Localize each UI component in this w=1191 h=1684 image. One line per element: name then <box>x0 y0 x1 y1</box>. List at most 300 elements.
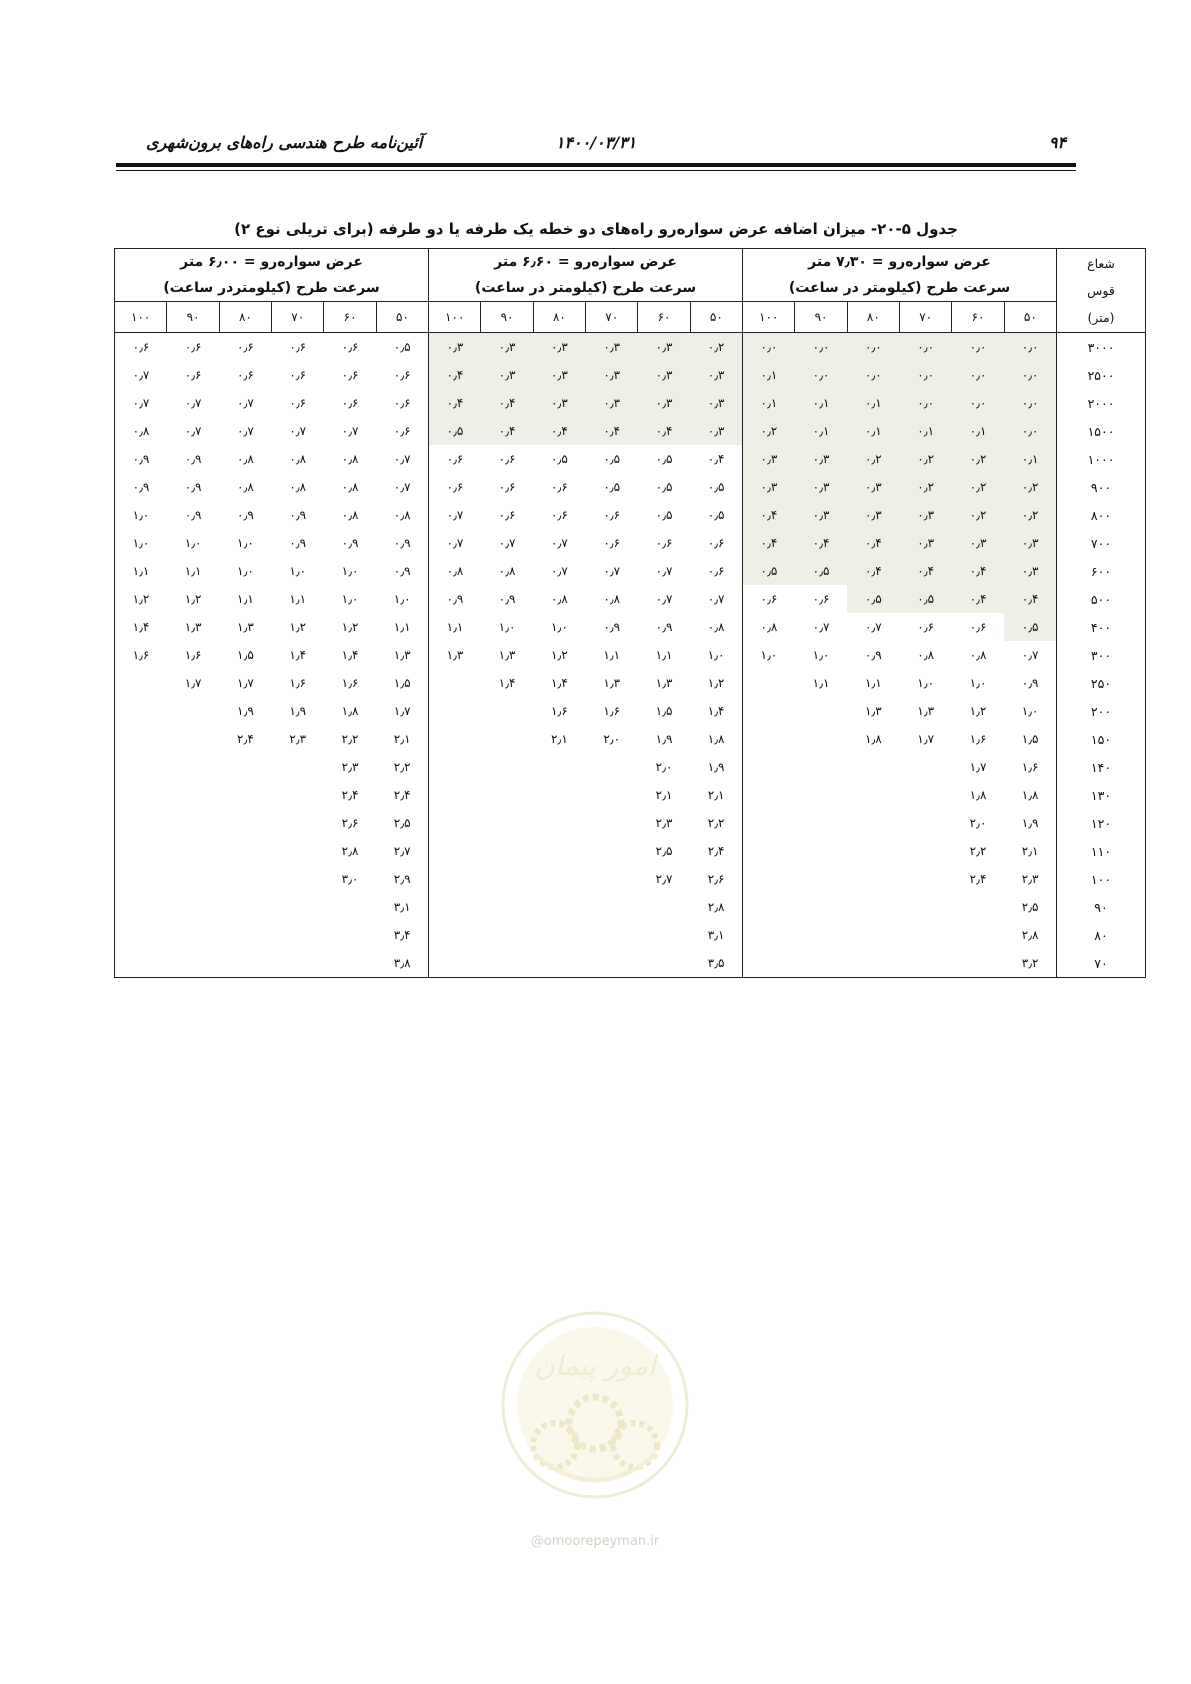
value-cell: ۰٫۳ <box>638 333 690 362</box>
value-cell: ۰٫۰ <box>1004 389 1056 417</box>
value-cell: ۲٫۵ <box>655 844 673 858</box>
value-cell: ۰٫۳ <box>533 389 585 417</box>
watermark-logo-text: امور پیمان <box>534 1349 656 1382</box>
value-cell: ۰٫۵ <box>603 480 621 494</box>
value-cell: ۰٫۷ <box>429 501 481 529</box>
value-cell <box>743 669 795 697</box>
radius-cell: ۱۰۰ <box>1057 865 1146 893</box>
value-cell: ۱٫۰ <box>743 641 795 669</box>
value-cell <box>429 725 481 753</box>
value-cell <box>847 893 899 921</box>
value-cell: ۰٫۴ <box>533 417 585 445</box>
value-cell: ۱٫۸ <box>969 788 987 802</box>
table-body <box>115 333 1146 978</box>
value-cell: ۰٫۶ <box>969 620 987 634</box>
value-cell: ۰٫۶ <box>429 445 481 473</box>
value-cell: ۰٫۶ <box>393 396 411 410</box>
value-cell: ۱٫۰ <box>237 536 254 550</box>
value-cell: ۱٫۳ <box>184 620 202 634</box>
value-cell <box>115 753 167 781</box>
table-row <box>115 697 1146 725</box>
value-cell <box>795 893 847 921</box>
value-cell: ۱٫۰ <box>341 592 359 606</box>
value-cell: ۰٫۳ <box>690 417 742 445</box>
radius-cell: ۸۰ <box>1057 921 1146 949</box>
value-cell <box>219 753 271 781</box>
value-cell <box>743 949 795 978</box>
value-cell: ۰٫۴ <box>847 529 899 557</box>
value-cell: ۰٫۳ <box>586 389 638 417</box>
table-row <box>115 725 1146 753</box>
value-cell: ۰٫۳ <box>533 333 585 362</box>
radius-cell: ۱۲۰ <box>1057 809 1146 837</box>
value-cell: ۰٫۴ <box>481 389 533 417</box>
value-cell: ۲٫۴ <box>341 788 359 802</box>
value-cell: ۰٫۹ <box>603 620 621 634</box>
value-cell <box>272 809 324 837</box>
value-cell: ۰٫۶ <box>498 452 516 466</box>
value-cell: ۱٫۴ <box>707 704 725 718</box>
value-cell <box>743 725 795 753</box>
value-cell: ۲٫۴ <box>393 788 411 802</box>
value-cell: ۰٫۶ <box>289 340 307 354</box>
value-cell: ۰٫۸ <box>289 480 307 494</box>
value-cell: ۱٫۳ <box>655 676 673 690</box>
value-cell: ۰٫۸ <box>237 452 254 466</box>
value-cell: ۰٫۷ <box>429 529 481 557</box>
value-cell: ۰٫۷ <box>812 620 830 634</box>
value-cell: ۱٫۰ <box>115 501 167 529</box>
value-cell: ۰٫۳ <box>847 473 899 501</box>
value-cell: ۱٫۳ <box>864 704 882 718</box>
value-cell <box>952 921 1004 949</box>
value-cell: ۱٫۶ <box>184 648 202 662</box>
value-cell <box>115 893 167 921</box>
value-cell <box>219 949 271 978</box>
value-cell: ۲٫۲ <box>393 760 411 774</box>
value-cell <box>900 781 952 809</box>
speed-header-cell: ۷۰ <box>900 302 952 333</box>
value-cell: ۲٫۰ <box>655 760 673 774</box>
table-row <box>115 641 1146 669</box>
value-cell: ۰٫۹ <box>393 536 411 550</box>
value-cell <box>167 697 219 725</box>
value-cell <box>586 921 638 949</box>
value-cell <box>638 921 690 949</box>
value-cell: ۳٫۱ <box>393 900 411 914</box>
group-header-6-60 <box>429 249 743 302</box>
speed-header-cell: ۵۰ <box>1004 302 1056 333</box>
value-cell: ۱٫۰ <box>969 676 987 690</box>
radius-cell: ۱۵۰۰ <box>1057 417 1146 445</box>
table-row <box>115 557 1146 585</box>
group-width-label: عرض سواره‌رو = ۷٫۳۰ متر <box>808 254 991 270</box>
value-cell: ۰٫۶ <box>707 536 725 550</box>
value-cell <box>900 949 952 978</box>
value-cell <box>533 809 585 837</box>
value-cell: ۰٫۸ <box>969 648 987 662</box>
value-cell: ۰٫۴ <box>586 417 638 445</box>
value-cell: ۳٫۰ <box>341 872 359 886</box>
value-cell: ۱٫۳ <box>603 676 621 690</box>
value-cell: ۲٫۱ <box>1021 844 1039 858</box>
value-cell <box>900 753 952 781</box>
value-cell: ۰٫۷ <box>393 452 411 466</box>
value-cell <box>847 809 899 837</box>
value-cell: ۰٫۰ <box>1004 361 1056 389</box>
value-cell <box>219 809 271 837</box>
value-cell: ۰٫۲ <box>1004 473 1056 501</box>
value-cell: ۰٫۷ <box>655 592 673 606</box>
value-cell <box>900 809 952 837</box>
value-cell: ۳٫۱ <box>707 928 725 942</box>
value-cell: ۱٫۷ <box>393 704 411 718</box>
value-cell: ۲٫۴ <box>707 844 725 858</box>
value-cell: ۰٫۲ <box>847 445 899 473</box>
value-cell: ۲٫۴ <box>969 872 987 886</box>
value-cell: ۰٫۷ <box>393 480 411 494</box>
value-cell: ۰٫۳ <box>481 361 533 389</box>
value-cell: ۰٫۰ <box>952 389 1004 417</box>
value-cell: ۱٫۷ <box>184 676 202 690</box>
value-cell: ۰٫۳ <box>586 361 638 389</box>
value-cell <box>847 949 899 978</box>
radius-cell: ۹۰۰ <box>1057 473 1146 501</box>
value-cell: ۰٫۶ <box>498 508 516 522</box>
value-cell: ۰٫۹ <box>429 585 481 613</box>
value-cell <box>743 837 795 865</box>
value-cell: ۰٫۶ <box>341 396 359 410</box>
value-cell: ۱٫۸ <box>707 732 725 746</box>
value-cell <box>167 809 219 837</box>
value-cell <box>743 809 795 837</box>
value-cell <box>533 837 585 865</box>
speed-header-cell: ۱۰۰ <box>115 302 167 333</box>
radius-cell: ۶۰۰ <box>1057 557 1146 585</box>
value-cell: ۰٫۳ <box>743 445 795 473</box>
value-cell: ۰٫۴ <box>743 501 795 529</box>
value-cell: ۰٫۶ <box>603 508 621 522</box>
value-cell <box>115 921 167 949</box>
value-cell: ۱٫۶ <box>115 641 167 669</box>
value-cell: ۰٫۲ <box>952 445 1004 473</box>
value-cell: ۲٫۶ <box>341 816 359 830</box>
value-cell: ۰٫۳ <box>1004 557 1056 585</box>
value-cell: ۰٫۹ <box>115 445 167 473</box>
value-cell: ۱٫۴ <box>341 648 359 662</box>
value-cell: ۲٫۰ <box>969 816 987 830</box>
value-cell <box>586 753 638 781</box>
value-cell: ۰٫۳ <box>586 333 638 362</box>
value-cell: ۰٫۰ <box>847 361 899 389</box>
radius-cell: ۳۰۰ <box>1057 641 1146 669</box>
document-title: آئین‌نامه طرح هندسی راه‌های برون‌شهری <box>146 133 423 152</box>
value-cell: ۱٫۱ <box>655 648 673 662</box>
value-cell: ۱٫۴ <box>498 676 516 690</box>
value-cell: ۰٫۳ <box>690 361 742 389</box>
value-cell: ۱٫۹ <box>237 704 254 718</box>
value-cell <box>115 669 167 697</box>
value-cell: ۰٫۹ <box>655 620 673 634</box>
value-cell <box>795 921 847 949</box>
value-cell <box>219 865 271 893</box>
table-row <box>115 333 1146 362</box>
value-cell: ۰٫۷ <box>707 592 725 606</box>
table-row <box>115 837 1146 865</box>
speed-header-cell: ۶۰ <box>638 302 690 333</box>
value-cell: ۱٫۴ <box>115 613 167 641</box>
value-cell: ۰٫۷ <box>289 424 307 438</box>
value-cell <box>167 921 219 949</box>
value-cell: ۰٫۷ <box>550 564 568 578</box>
value-cell: ۰٫۵ <box>429 417 481 445</box>
value-cell <box>115 865 167 893</box>
table-row <box>115 389 1146 417</box>
value-cell: ۰٫۶ <box>237 340 254 354</box>
value-cell: ۱٫۲ <box>707 676 725 690</box>
value-cell: ۱٫۸ <box>864 732 882 746</box>
value-cell: ۰٫۲ <box>900 473 952 501</box>
value-cell: ۰٫۸ <box>707 620 725 634</box>
radius-cell: ۳۰۰۰ <box>1057 333 1146 362</box>
value-cell: ۰٫۳ <box>900 501 952 529</box>
value-cell <box>900 893 952 921</box>
value-cell: ۰٫۳ <box>638 389 690 417</box>
value-cell <box>481 865 533 893</box>
value-cell: ۰٫۵ <box>655 480 673 494</box>
value-cell: ۰٫۳ <box>743 473 795 501</box>
value-cell <box>115 697 167 725</box>
speed-header-cell: ۸۰ <box>219 302 271 333</box>
value-cell: ۰٫۷ <box>237 424 254 438</box>
value-cell: ۰٫۵ <box>707 508 725 522</box>
value-cell <box>219 921 271 949</box>
value-cell: ۰٫۷ <box>184 396 202 410</box>
radius-cell: ۲۰۰۰ <box>1057 389 1146 417</box>
value-cell: ۲٫۷ <box>655 872 673 886</box>
value-cell <box>900 865 952 893</box>
value-cell: ۰٫۸ <box>341 508 359 522</box>
group-width-label: عرض سواره‌رو = ۶٫۰۰ متر <box>180 254 363 270</box>
value-cell: ۰٫۱ <box>900 417 952 445</box>
value-cell: ۱٫۸ <box>1021 788 1039 802</box>
value-cell: ۰٫۶ <box>341 368 359 382</box>
value-cell: ۰٫۳ <box>900 529 952 557</box>
table-row <box>115 529 1146 557</box>
value-cell: ۲٫۸ <box>341 844 359 858</box>
value-cell: ۰٫۰ <box>1004 333 1056 362</box>
value-cell <box>429 893 481 921</box>
value-cell <box>429 697 481 725</box>
value-cell <box>429 781 481 809</box>
table-row <box>115 949 1146 978</box>
value-cell: ۱٫۰ <box>812 648 830 662</box>
value-cell: ۰٫۲ <box>952 473 1004 501</box>
value-cell <box>795 865 847 893</box>
value-cell <box>586 949 638 978</box>
value-cell: ۰٫۰ <box>795 333 847 362</box>
value-cell: ۱٫۱ <box>184 564 202 578</box>
value-cell: ۲٫۰ <box>603 732 621 746</box>
value-cell <box>586 781 638 809</box>
radius-cell: ۲۵۰۰ <box>1057 361 1146 389</box>
speed-header-cell: ۹۰ <box>167 302 219 333</box>
value-cell <box>115 809 167 837</box>
value-cell: ۱٫۰ <box>289 564 307 578</box>
value-cell <box>219 837 271 865</box>
value-cell: ۰٫۲ <box>743 417 795 445</box>
value-cell: ۱٫۶ <box>1021 760 1039 774</box>
value-cell: ۱٫۶ <box>289 676 307 690</box>
radius-cell: ۵۰۰ <box>1057 585 1146 613</box>
value-cell: ۱٫۶ <box>603 704 621 718</box>
value-cell: ۰٫۳ <box>952 529 1004 557</box>
value-cell: ۰٫۹ <box>341 536 359 550</box>
value-cell: ۱٫۱ <box>864 676 882 690</box>
speed-header-cell: ۵۰ <box>690 302 742 333</box>
value-cell: ۰٫۳ <box>638 361 690 389</box>
value-cell <box>795 949 847 978</box>
value-cell: ۰٫۷ <box>341 424 359 438</box>
value-cell: ۰٫۸ <box>341 480 359 494</box>
value-cell: ۰٫۵ <box>655 508 673 522</box>
value-cell: ۰٫۶ <box>707 564 725 578</box>
radius-cell: ۱۰۰۰ <box>1057 445 1146 473</box>
value-cell: ۰٫۹ <box>289 536 307 550</box>
value-cell <box>481 725 533 753</box>
value-cell: ۰٫۷ <box>115 389 167 417</box>
value-cell <box>795 837 847 865</box>
value-cell: ۰٫۷ <box>864 620 882 634</box>
value-cell: ۰٫۳ <box>690 389 742 417</box>
value-cell: ۱٫۷ <box>969 760 987 774</box>
page-number: ۹۴ <box>1048 133 1066 152</box>
value-cell <box>115 725 167 753</box>
table-row <box>115 893 1146 921</box>
value-cell: ۰٫۵ <box>393 340 411 354</box>
value-cell: ۲٫۹ <box>393 872 411 886</box>
value-cell: ۰٫۹ <box>498 592 516 606</box>
value-cell: ۰٫۴ <box>707 452 725 466</box>
value-cell <box>743 697 795 725</box>
value-cell: ۱٫۴ <box>550 676 568 690</box>
value-cell: ۰٫۹ <box>289 508 307 522</box>
value-cell: ۳٫۸ <box>376 949 428 978</box>
value-cell: ۰٫۸ <box>341 452 359 466</box>
radius-cell: ۴۰۰ <box>1057 613 1146 641</box>
value-cell: ۰٫۷ <box>603 564 621 578</box>
value-cell <box>847 753 899 781</box>
value-cell <box>429 865 481 893</box>
value-cell: ۰٫۱ <box>743 389 795 417</box>
table-row <box>115 473 1146 501</box>
value-cell: ۰٫۶ <box>237 368 254 382</box>
value-cell: ۱٫۲ <box>289 620 307 634</box>
value-cell: ۱٫۰ <box>917 676 935 690</box>
value-cell: ۱٫۱ <box>115 557 167 585</box>
value-cell: ۲٫۱ <box>550 732 568 746</box>
value-cell: ۰٫۶ <box>341 340 359 354</box>
speed-header-cell: ۷۰ <box>586 302 638 333</box>
value-cell: ۰٫۶ <box>393 368 411 382</box>
speed-header-cell: ۱۰۰ <box>429 302 481 333</box>
value-cell: ۰٫۹ <box>184 452 202 466</box>
value-cell: ۰٫۳ <box>533 361 585 389</box>
value-cell: ۰٫۴ <box>952 585 1004 613</box>
value-cell <box>795 753 847 781</box>
value-cell: ۰٫۹ <box>237 508 254 522</box>
value-cell: ۰٫۶ <box>550 480 568 494</box>
value-cell: ۰٫۳ <box>481 333 533 362</box>
value-cell: ۱٫۰ <box>237 564 254 578</box>
value-cell: ۰٫۷ <box>115 361 167 389</box>
speed-header-cell: ۹۰ <box>481 302 533 333</box>
value-cell: ۱٫۷ <box>237 676 254 690</box>
header-rule-thin <box>116 170 1076 171</box>
value-cell <box>533 781 585 809</box>
value-cell: ۳٫۲ <box>1004 949 1056 978</box>
value-cell <box>115 949 167 978</box>
value-cell: ۰٫۶ <box>429 473 481 501</box>
value-cell: ۰٫۴ <box>900 557 952 585</box>
value-cell <box>533 865 585 893</box>
value-cell: ۲٫۳ <box>341 760 359 774</box>
value-cell: ۰٫۲ <box>952 501 1004 529</box>
value-cell: ۰٫۱ <box>952 417 1004 445</box>
value-cell: ۰٫۴ <box>481 417 533 445</box>
value-cell: ۲٫۵ <box>393 816 411 830</box>
value-cell: ۲٫۷ <box>393 844 411 858</box>
value-cell: ۱٫۲ <box>969 704 987 718</box>
value-cell <box>952 893 1004 921</box>
value-cell: ۰٫۴ <box>743 529 795 557</box>
value-cell: ۰٫۱ <box>743 361 795 389</box>
value-cell <box>481 921 533 949</box>
value-cell <box>743 865 795 893</box>
value-cell: ۰٫۴ <box>795 529 847 557</box>
value-cell: ۱٫۰ <box>707 648 725 662</box>
value-cell: ۰٫۰ <box>952 333 1004 362</box>
value-cell: ۰٫۶ <box>603 536 621 550</box>
value-cell: ۱٫۱ <box>237 592 254 606</box>
value-cell: ۲٫۲ <box>707 816 725 830</box>
radius-cell: ۲۰۰ <box>1057 697 1146 725</box>
value-cell <box>115 781 167 809</box>
speed-header-cell: ۸۰ <box>533 302 585 333</box>
value-cell: ۱٫۳ <box>429 641 481 669</box>
value-cell <box>429 753 481 781</box>
radius-cell: ۱۴۰ <box>1057 753 1146 781</box>
value-cell <box>743 921 795 949</box>
value-cell <box>533 949 585 978</box>
value-cell: ۱٫۳ <box>917 704 935 718</box>
value-cell: ۱٫۹ <box>707 760 725 774</box>
value-cell <box>533 921 585 949</box>
value-cell <box>324 893 376 921</box>
value-cell: ۰٫۳ <box>795 501 847 529</box>
value-cell <box>900 921 952 949</box>
value-cell: ۰٫۵ <box>1004 613 1056 641</box>
value-cell: ۰٫۲ <box>900 445 952 473</box>
value-cell: ۰٫۶ <box>289 368 307 382</box>
value-cell: ۰٫۲ <box>690 333 742 362</box>
value-cell: ۰٫۸ <box>289 452 307 466</box>
value-cell <box>429 809 481 837</box>
value-cell <box>481 781 533 809</box>
page-header <box>116 132 1076 156</box>
value-cell: ۱٫۷ <box>917 732 935 746</box>
value-cell <box>586 893 638 921</box>
